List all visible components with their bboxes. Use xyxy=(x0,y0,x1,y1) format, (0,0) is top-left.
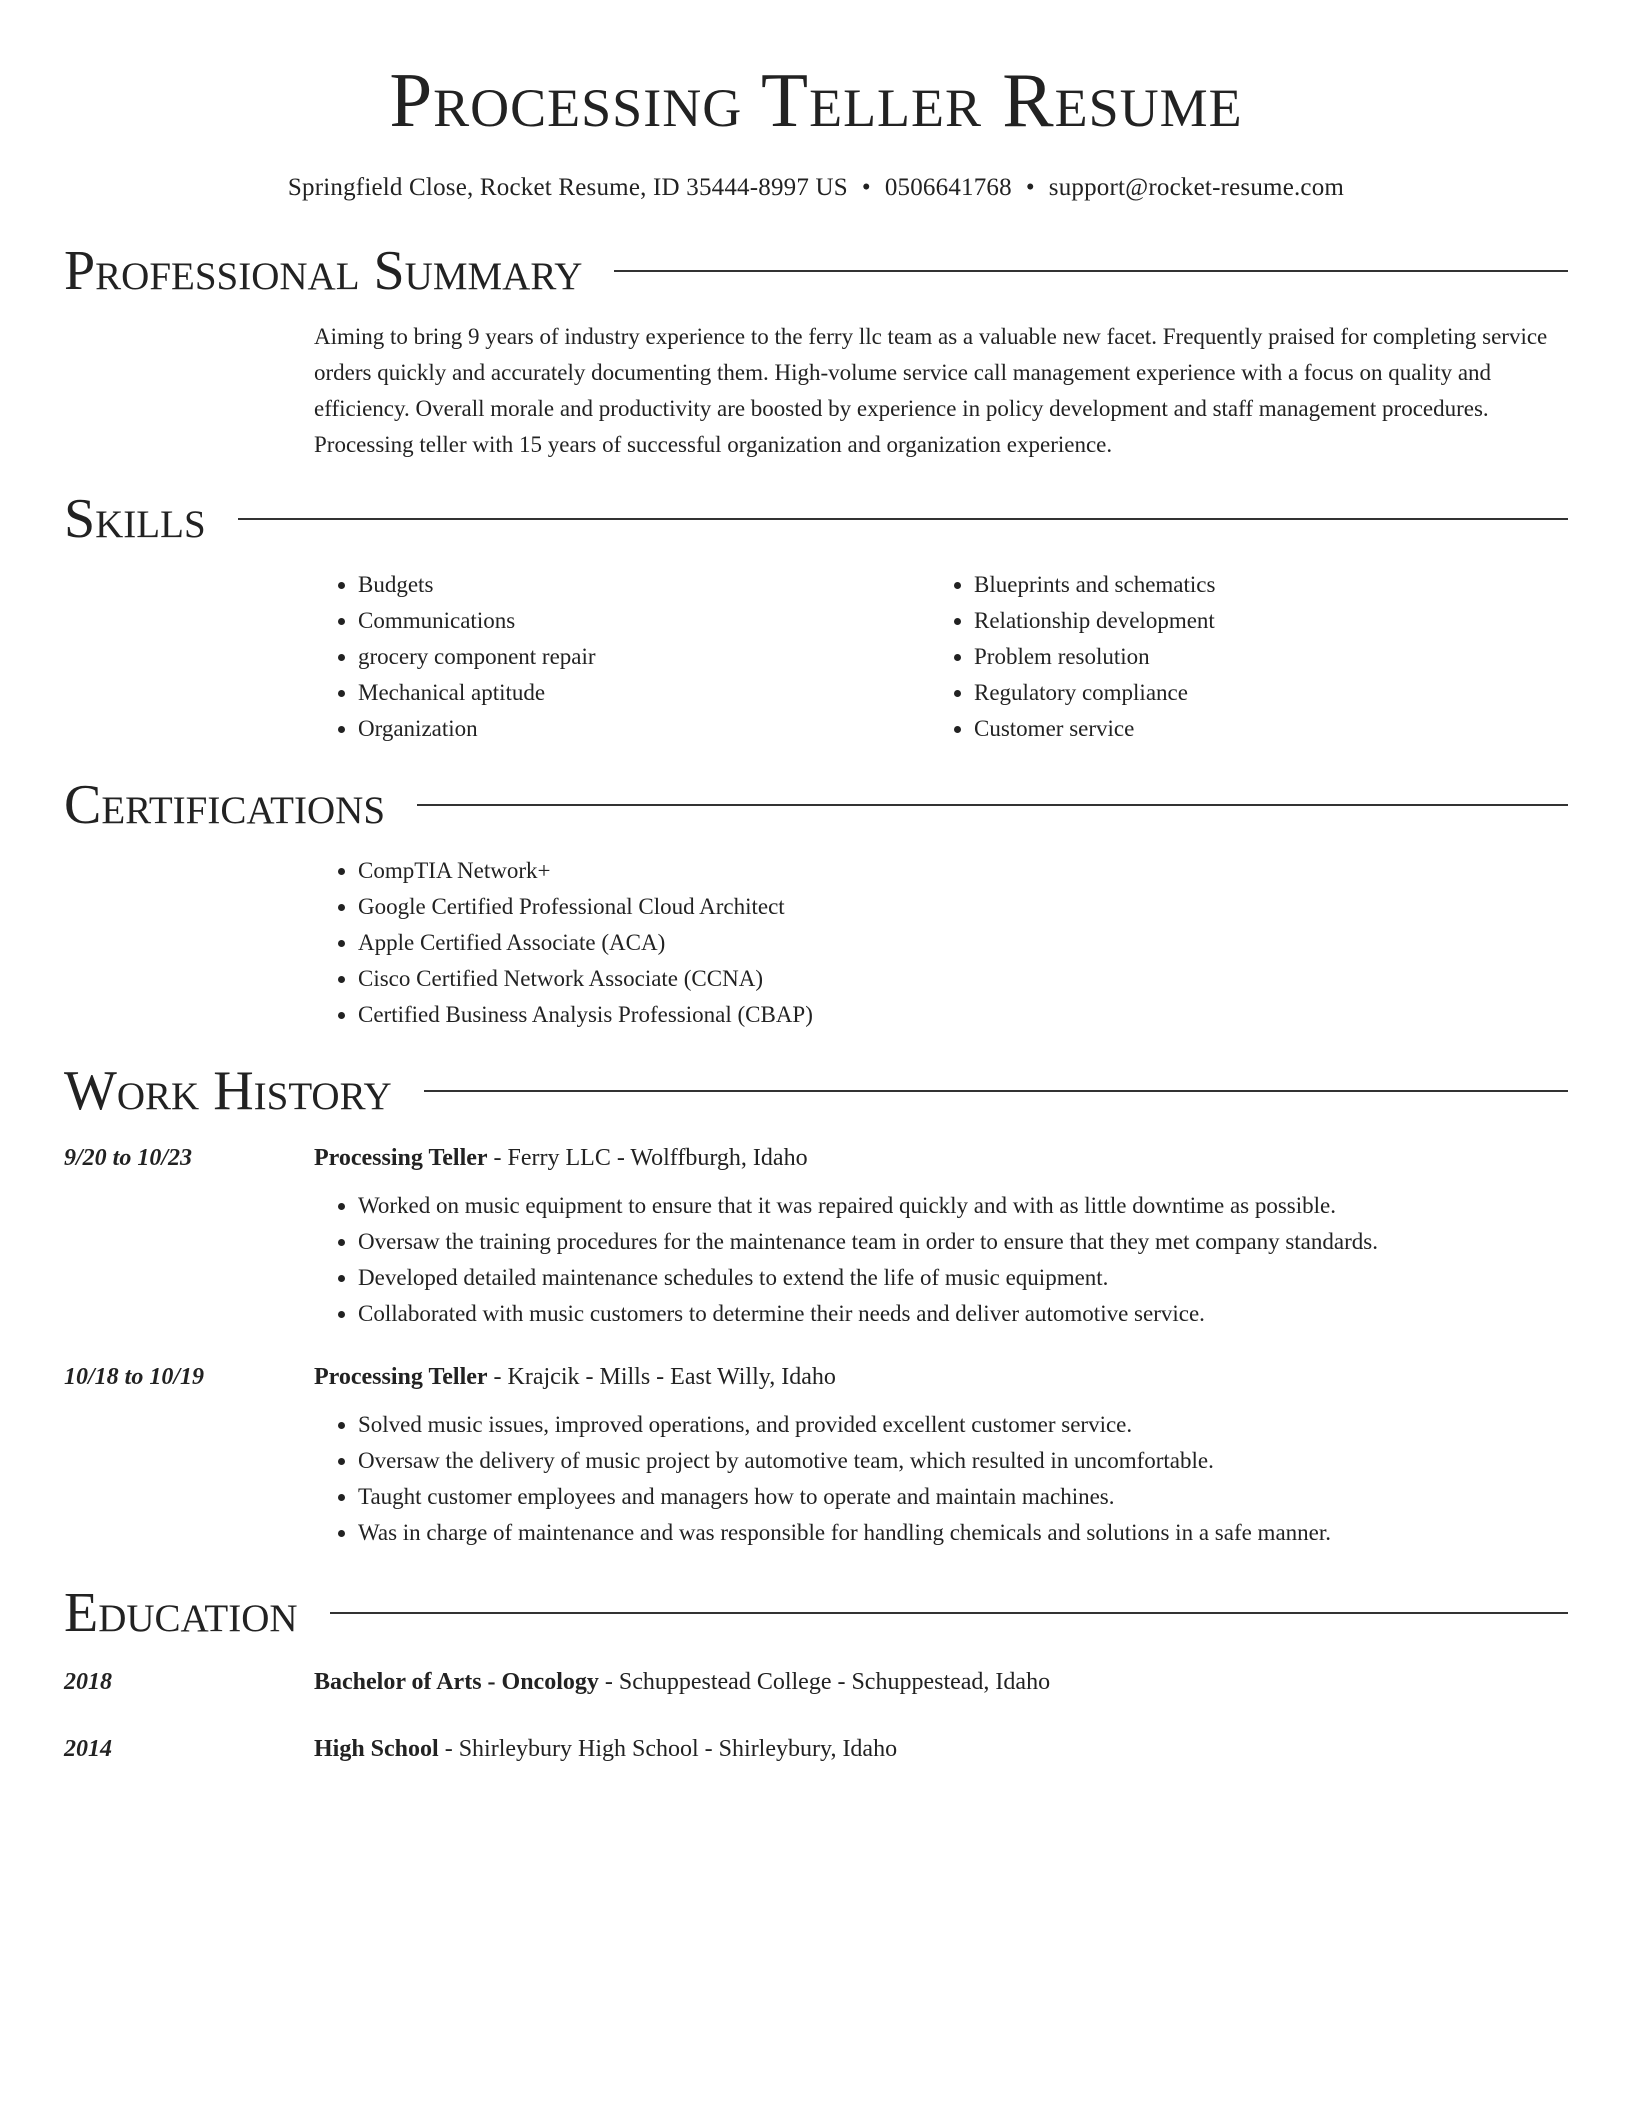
work-history-section xyxy=(64,1060,1568,1551)
skill-item: • Customer service xyxy=(974,711,1546,747)
job-duty-item: • Taught customer employees and managers how to operate and maintain machines. xyxy=(358,1479,1568,1515)
job-header xyxy=(64,1145,1568,1172)
job-entry xyxy=(64,1145,1568,1332)
job-dates: 10/18 to 10/19 xyxy=(64,1364,205,1390)
education-year: 2018 xyxy=(64,1669,112,1695)
education-section xyxy=(64,1582,1568,1763)
skills-heading xyxy=(64,488,1568,550)
job-employer: - Krajcik - Mills - East Willy, Idaho xyxy=(487,1364,836,1390)
certification-item: • Apple Certified Associate (ACA) xyxy=(358,925,1568,961)
contact-separator: • xyxy=(861,174,871,201)
section-title: Professional Summary xyxy=(64,240,583,302)
education-school: - Schuppestead College - Schuppestead, Idaho xyxy=(598,1669,1051,1695)
skill-item: • grocery component repair xyxy=(358,639,930,675)
education-entry xyxy=(64,1736,1568,1763)
contact-email: support@rocket-resume.com xyxy=(1048,174,1345,201)
job-duties xyxy=(314,1407,1568,1551)
education-degree: Bachelor of Arts - Oncology xyxy=(314,1669,599,1695)
section-title: Skills xyxy=(64,488,206,550)
job-duty-item: • Oversaw the delivery of music project by automotive team, which resulted in uncomfortable. xyxy=(358,1443,1568,1479)
skill-item: • Budgets xyxy=(358,567,930,603)
job-duty-item: • Solved music issues, improved operations, and provided excellent customer service. xyxy=(358,1407,1568,1443)
summary-text: Aiming to bring 9 years of industry experience to the ferry llc team as a valuable new facet. Frequently praised for completing service orders quickly and accurately documenting them. High-volume service call management experience with a focus on quality and efficiency. Overall morale and productivity are boosted by experience in policy development and staff management procedures. Processing teller with 15 years of successful organization and organization experience. xyxy=(314,324,1548,457)
job-duty-item: • Worked on music equipment to ensure that it was repaired quickly and with as little downtime as possible. xyxy=(358,1188,1568,1224)
education-year: 2014 xyxy=(64,1736,112,1762)
job-employer: - Ferry LLC - Wolffburgh, Idaho xyxy=(487,1145,808,1171)
skills-section xyxy=(64,488,1568,747)
skills-list-right xyxy=(930,567,1546,747)
job-header xyxy=(64,1364,1568,1391)
job-duty-item: • Was in charge of maintenance and was responsible for handling chemicals and solutions in a safe manner. xyxy=(358,1515,1568,1551)
skills-list-left xyxy=(314,567,930,747)
job-duty-item: • Collaborated with music customers to determine their needs and deliver automotive service. xyxy=(358,1296,1568,1332)
certifications-heading xyxy=(64,774,1568,836)
job-dates: 9/20 to 10/23 xyxy=(64,1145,193,1171)
job-role: Processing Teller xyxy=(314,1364,488,1390)
work-history-heading xyxy=(64,1060,1568,1122)
section-divider xyxy=(330,1612,1568,1614)
skill-item: • Mechanical aptitude xyxy=(358,675,930,711)
job-duties xyxy=(314,1188,1568,1332)
section-divider xyxy=(424,1090,1568,1092)
education-entry xyxy=(64,1669,1568,1696)
skill-item: • Organization xyxy=(358,711,930,747)
education-line xyxy=(314,1736,897,1763)
certifications-list xyxy=(314,853,1568,1033)
education-school: - Shirleybury High School - Shirleybury, Idaho xyxy=(438,1736,898,1762)
job-role: Processing Teller xyxy=(314,1145,488,1171)
education-line xyxy=(314,1669,1050,1696)
certification-item: • Google Certified Professional Cloud Architect xyxy=(358,889,1568,925)
section-title: Certifications xyxy=(64,774,386,836)
section-title: Education xyxy=(64,1582,298,1644)
contact-address: Springfield Close, Rocket Resume, ID 35444-8997 US xyxy=(287,174,848,201)
certifications-section xyxy=(64,774,1568,1033)
job-duty-item: • Oversaw the training procedures for the maintenance team in order to ensure that they met company standards. xyxy=(358,1224,1568,1260)
skill-item: • Regulatory compliance xyxy=(974,675,1546,711)
job-title-line xyxy=(314,1364,836,1391)
education-degree: High School xyxy=(314,1736,439,1762)
certification-item: • Cisco Certified Network Associate (CCNA) xyxy=(358,961,1568,997)
skill-item: • Problem resolution xyxy=(974,639,1546,675)
resume-title: Processing Teller Resume xyxy=(389,57,1243,143)
section-divider xyxy=(614,270,1568,272)
section-divider xyxy=(417,804,1568,806)
section-divider xyxy=(238,518,1568,520)
education-heading xyxy=(64,1582,1568,1644)
contact-separator: • xyxy=(1025,174,1035,201)
section-title: Work History xyxy=(64,1060,392,1122)
skill-item: • Blueprints and schematics xyxy=(974,567,1546,603)
job-entry xyxy=(64,1364,1568,1551)
job-title-line xyxy=(314,1145,808,1172)
certification-item: • CompTIA Network+ xyxy=(358,853,1568,889)
contact-phone: 0506641768 xyxy=(884,174,1012,201)
certification-item: • Certified Business Analysis Professional (CBAP) xyxy=(358,997,1568,1033)
summary-section xyxy=(64,240,1568,463)
job-duty-item: • Developed detailed maintenance schedules to extend the life of music equipment. xyxy=(358,1260,1568,1296)
skill-item: • Relationship development xyxy=(974,603,1546,639)
summary-heading xyxy=(64,240,1568,302)
contact-line xyxy=(64,173,1568,203)
skill-item: • Communications xyxy=(358,603,930,639)
